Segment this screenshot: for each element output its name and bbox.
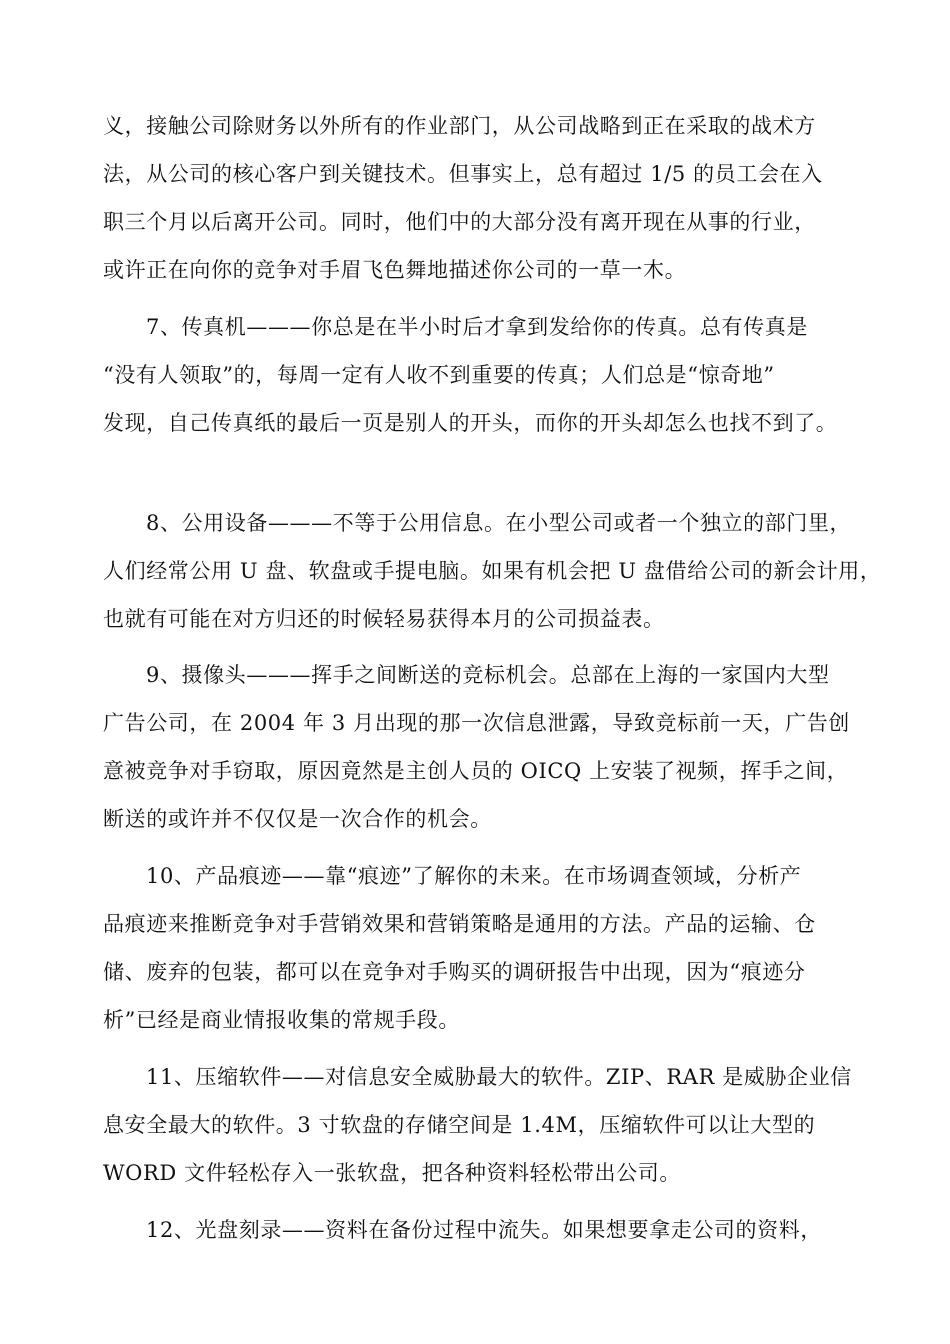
text-line: 广告公司，在 2004 年 3 月出现的那一次信息泄露，导致竞标前一天，广告创 <box>103 711 850 735</box>
text-line: WORD 文件轻松存入一张软盘，把各种资料轻松带出公司。 <box>103 1161 681 1185</box>
paragraph-start-line: 10、产品痕迹——靠“痕迹”了解你的未来。在市场调查领域，分析产 <box>146 864 802 888</box>
text-line: 发现，自己传真纸的最后一页是别人的开头，而你的开头却怎么也找不到了。 <box>103 411 838 435</box>
text-line: 义，接触公司除财务以外所有的作业部门，从公司战略到正在采取的战术方 <box>103 114 816 138</box>
text-line: 储、废弃的包装，都可以在竞争对手购买的调研报告中出现，因为“痕迹分 <box>103 960 806 984</box>
paragraph-start-line: 12、光盘刻录——资料在备份过程中流失。如果想要拿走公司的资料， <box>146 1218 822 1242</box>
text-line: 析”已经是商业情报收集的常规手段。 <box>103 1008 460 1032</box>
text-line: 也就有可能在对方归还的时候轻易获得本月的公司损益表。 <box>103 607 665 631</box>
paragraph-start-line: 7、传真机———你总是在半小时后才拿到发给你的传真。总有传真是 <box>146 315 808 339</box>
paragraph-start-line: 9、摄像头———挥手之间断送的竞标机会。总部在上海的一家国内大型 <box>146 663 830 687</box>
text-line: 品痕迹来推断竞争对手营销效果和营销策略是通用的方法。产品的运输、仓 <box>103 912 816 936</box>
paragraph-start-line: 11、压缩软件——对信息安全威胁最大的软件。ZIP、RAR 是威胁企业信 <box>146 1065 852 1089</box>
text-line: 法，从公司的核心客户到关键技术。但事实上，总有超过 1/5 的员工会在入 <box>103 162 823 186</box>
text-line: 意被竞争对手窃取，原因竟然是主创人员的 OICQ 上安装了视频，挥手之间， <box>103 759 849 783</box>
text-line: “没有人领取”的，每周一定有人收不到重要的传真；人们总是“惊奇地” <box>103 363 775 387</box>
text-line: 断送的或许并不仅仅是一次合作的机会。 <box>103 807 492 831</box>
text-line: 或许正在向你的竞争对手眉飞色舞地描述你公司的一草一木。 <box>103 258 687 282</box>
text-line: 人们经常公用 U 盘、软盘或手提电脑。如果有机会把 U 盘借给公司的新会计用， <box>103 559 882 583</box>
text-line: 息安全最大的软件。3 寸软盘的存储空间是 1.4M，压缩软件可以让大型的 <box>103 1113 816 1137</box>
paragraph-start-line: 8、公用设备———不等于公用信息。在小型公司或者一个独立的部门里， <box>146 511 852 535</box>
text-line: 职三个月以后离开公司。同时，他们中的大部分没有离开现在从事的行业， <box>103 210 816 234</box>
